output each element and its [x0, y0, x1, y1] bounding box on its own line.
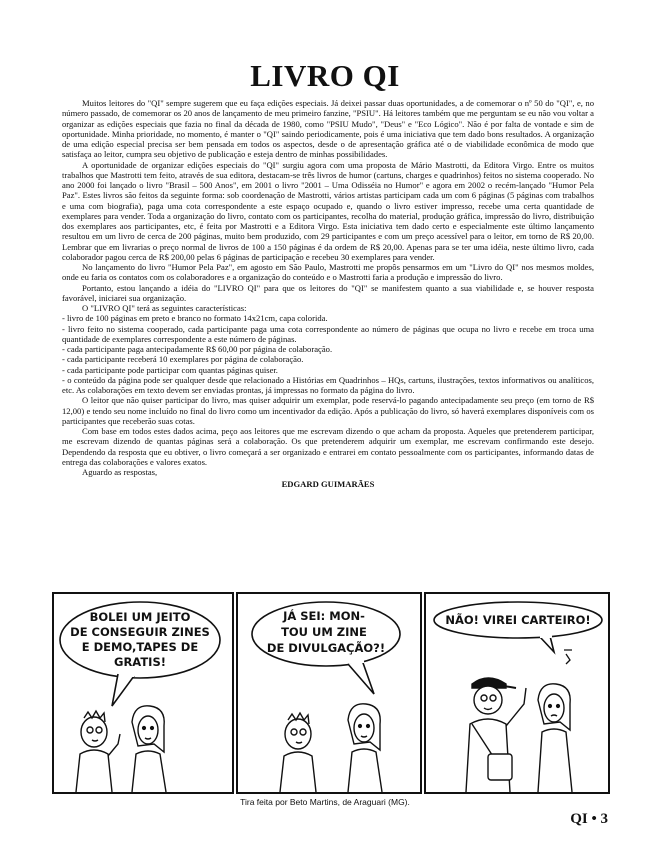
woman-figure	[348, 704, 382, 792]
comic-panel-1	[52, 592, 234, 794]
speech-line: NÃO! VIREI CARTEIRO!	[445, 613, 591, 627]
speech-line: DE DIVULGAÇÃO?!	[266, 641, 386, 655]
woman-figure	[538, 684, 572, 792]
paragraph: No lançamento do livro "Humor Pela Paz", em agosto em São Paulo, Mastrotti me propôs pensarmos em um "Livro do QI" nos mesmos moldes, onde eu faria os contatos com os colaboradores e a organização do conteúdo e o Mastrotti faria a produção e impressão do livro.	[62, 262, 594, 283]
author-signature: EDGARD GUIMARÃES	[281, 479, 375, 490]
paragraph: Muitos leitores do "QI" sempre sugerem que eu faça edições especiais. Já deixei passar duas oportunidades, a de comemorar o nº 50 do "QI", e, no número passado, de comemorar os 20 anos de lançamento de meu primeiro fanzine, "PSIU". Há leitores também que me perguntam se eu não vou voltar a organizar as edições especiais que fazia no final da década de 1980, como "PSIU Mudo", "Deus" e "Eco Lógico". Não é por falta de vontade e sim de oportunidade. Minha prioridade, no momento, é manter o "QI" saindo periodicamente, pois é uma iniciativa que tem dado bons resultados. A organização de uma edição especial precisa ser bem pensada em todos os aspectos, desde o de apresentação gráfica até o de viabilidade econômica de modo que satisfaça ao leitor, cumpra seu objetivo de publicação e esteja dentro de minhas possibilidades.	[62, 98, 594, 160]
feature-item: - o conteúdo da página pode ser qualquer desde que relacionado a Histórias em Quadrinhos – HQs, cartuns, ilustrações, textos informativos ou analíticos, etc. As colaborações em texto devem ser enviadas prontas, já impressas no formato da página do livro.	[62, 374, 594, 395]
feature-item: - livro de 100 páginas em preto e branco no formato 14x21cm, capa colorida.	[62, 313, 328, 324]
comic-panel-3	[424, 592, 610, 794]
speech-line: DE CONSEGUIR ZINES	[70, 625, 210, 639]
paragraph: Aguardo as respostas,	[82, 467, 158, 477]
man-figure	[76, 711, 120, 792]
page-title: LIVRO QI	[250, 58, 400, 93]
article-body	[62, 98, 594, 490]
paragraph: O "LIVRO QI" terá as seguintes características:	[82, 303, 247, 313]
postman-figure	[466, 678, 526, 792]
speech-line: BOLEI UM JEITO	[89, 610, 191, 624]
comic-strip	[52, 592, 610, 794]
comic-caption: Tira feita por Beto Martins, de Araguari (MG).	[240, 797, 410, 807]
speech-line: GRATIS!	[114, 655, 166, 669]
woman-figure	[132, 706, 166, 792]
feature-item: - cada participante paga antecipadamente R$ 60,00 por página de colaboração.	[62, 344, 333, 354]
speech-line: JÁ SEI: MON-	[283, 609, 365, 623]
speech-line: E DEMO,TAPES DE	[81, 640, 199, 654]
comic-panel-3-art	[426, 594, 608, 792]
feature-item: - cada participante pode participar com quantas páginas quiser.	[62, 364, 278, 375]
man-figure	[280, 713, 316, 792]
paragraph: O leitor que não quiser participar do livro, mas quiser adquirir um exemplar, pode reservá-lo pagando antecipadamente seu preço (em torno de R$ 12,00) e tendo seu nome incluído no final do livro como um incentivador da edição. Após a publicação do livro, só haverá exemplares disponíveis com os participantes que receberão suas cotas.	[62, 395, 594, 426]
comic-panel-2	[236, 592, 422, 794]
paragraph: Portanto, estou lançando a idéia do "LIVRO QI" para que os leitores do "QI" se manifestem quanto a sua viabilidade e, se houver resposta favorável, iniciarei sua organização.	[62, 282, 594, 303]
paragraph: A oportunidade de organizar edições especiais do "QI" surgiu agora com uma proposta de Mário Mastrotti, da Editora Virgo. Entre os muitos trabalhos que Mastrotti tem feito, através de sua editora, destacam-se três livros de humor (cartuns, charges e quadrinhos) feitos no sistema cooperado. No ano 2000 foi lançado o livro "Brasil – 500 Anos", em 2001 o livro "2001 – Uma Odisséia no Humor" e agora em 2002 o recém-lançado "Humor Pela Paz". Estes livros são feitos da seguinte forma: sob coordenação de Mastrotti, vários artistas participam cada um com 6 páginas (5 páginas com trabalhos e uma com biografia), paga uma cota correspondente a este espaço ocupado e, quando o livro estiver impresso, recebe uma certa quantidade de exemplares para vender. Toda a organização do livro, contato com os participantes, recolha do material, produção gráfica, impressão do livro, distribuição dos exemplares aos participantes, etc, é feita por Mastrotti e a Editora Virgo. Esta iniciativa tem dado certo e especialmente este último lançamento resultou em um livro de cerca de 200 páginas, muito bem produzido, com 29 participantes e com um preço acessível para o leitor, em torno de R$ 20,00. Lembrar que em livrarias o preço normal de livros de 100 a 150 páginas é da ordem de R$ 20,00. Apenas para se ter uma idéia, neste último livro, cada colaborador pagou cerca de R$ 200,00 pelas 6 páginas de participação e recebeu 30 exemplares para vender.	[62, 159, 594, 262]
feature-item: - livro feito no sistema cooperado, cada participante paga uma cota correspondente ao número de páginas que ocupa no livro e recebe em troca uma quantidade de exemplares correspondente a este número de páginas.	[62, 323, 594, 344]
feature-item: - cada participante receberá 10 exemplares por página de colaboração.	[62, 354, 304, 365]
page-folio: QI • 3	[570, 811, 608, 827]
paragraph: Com base em todos estes dados acima, peço aos leitores que me escrevam dizendo o que acham da proposta. Aqueles que pretenderem participar, me escrevam dizendo de quantas páginas será a colaboração. Os que pretenderem adquirir um exemplar, me escrevam confirmando este desejo. Dependendo da resposta que eu obtiver, o livro começará a ser organizado e entrarei em contato pessoalmente com os participantes, informando datas de entrega das colaborações e valores exatos.	[62, 426, 594, 467]
comic-panel-2-art	[238, 594, 420, 792]
speech-line: TOU UM ZINE	[281, 625, 367, 639]
comic-panel-1-art	[54, 594, 232, 792]
